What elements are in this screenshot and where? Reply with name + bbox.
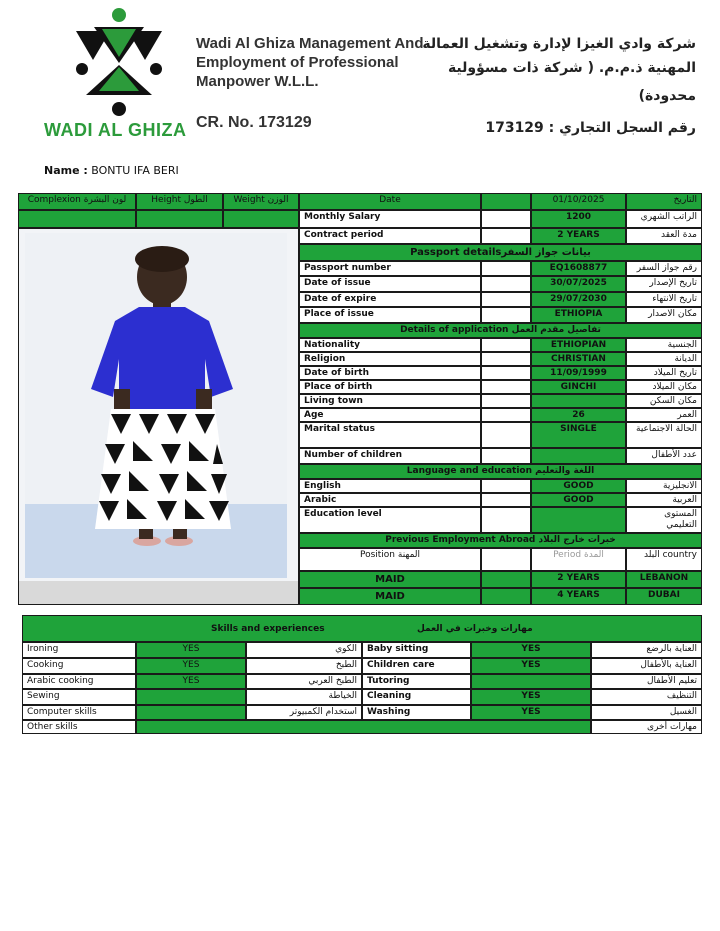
company-name-en-line2: Employment of Professional bbox=[196, 54, 399, 71]
skill-label-ar: الطبخ bbox=[246, 658, 362, 674]
application-row-value: CHRISTIAN bbox=[531, 352, 626, 366]
skill-label-en: Computer skills bbox=[22, 705, 136, 720]
passport-row-label-ar: تاريخ الإصدار bbox=[626, 276, 702, 292]
prev-position: MAID bbox=[299, 588, 481, 605]
passport-row-spacer bbox=[481, 276, 531, 292]
application-row-value: GINCHI bbox=[531, 380, 626, 394]
prev-header-period: Period المدة bbox=[531, 548, 626, 571]
application-row-label-ar: الديانة bbox=[626, 352, 702, 366]
passport-row-value: 30/07/2025 bbox=[531, 276, 626, 292]
language-row-label-en: Arabic bbox=[299, 493, 481, 507]
language-row-label-en: Education level bbox=[299, 507, 481, 533]
skill-label-en: Ironing bbox=[22, 642, 136, 658]
skill-value: YES bbox=[136, 642, 246, 658]
skill-label-ar: الطبخ العربي bbox=[246, 674, 362, 689]
application-section-title: Details of application تفاصيل مقدم العمل bbox=[299, 323, 702, 338]
skill-value: YES bbox=[471, 705, 591, 720]
height-value bbox=[136, 210, 223, 228]
passport-row-value: EQ1608877 bbox=[531, 261, 626, 276]
company-name-en-line3: Manpower W.L.L. bbox=[196, 73, 319, 90]
application-row-label-en: Age bbox=[299, 408, 481, 422]
passport-row-spacer bbox=[481, 307, 531, 323]
application-row-value: SINGLE bbox=[531, 422, 626, 448]
application-row-value: ETHIOPIAN bbox=[531, 338, 626, 352]
prev-position: MAID bbox=[299, 571, 481, 588]
prev-header-spacer bbox=[481, 548, 531, 571]
application-row-label-en: Place of birth bbox=[299, 380, 481, 394]
skill-label-ar: العناية بالأطفال bbox=[591, 658, 702, 674]
letterhead bbox=[0, 0, 720, 160]
cr-number-en: CR. No. 173129 bbox=[196, 114, 312, 131]
other-skills-label-ar: مهارات أخرى bbox=[591, 720, 702, 734]
passport-row-label-en: Place of issue bbox=[299, 307, 481, 323]
application-row-spacer bbox=[481, 394, 531, 408]
previous-employment-title: Previous Employment Abroad خبرات خارج البلاد bbox=[299, 533, 702, 548]
passport-row-label-ar: مكان الاصدار bbox=[626, 307, 702, 323]
application-row-spacer bbox=[481, 408, 531, 422]
application-row-label-ar: الجنسية bbox=[626, 338, 702, 352]
application-row-label-en: Nationality bbox=[299, 338, 481, 352]
contract-row-label-en: Contract period bbox=[299, 228, 481, 244]
weight-header: Weight الوزن bbox=[223, 193, 299, 210]
name-value: BONTU IFA BERI bbox=[91, 164, 179, 177]
application-row-spacer bbox=[481, 366, 531, 380]
application-row-label-en: Living town bbox=[299, 394, 481, 408]
language-section-title: Language and education اللغة والتعليم bbox=[299, 464, 702, 479]
language-row-label-ar: العربية bbox=[626, 493, 702, 507]
skill-label-ar: تعليم الأطفال bbox=[591, 674, 702, 689]
prev-spacer bbox=[481, 588, 531, 605]
application-row-label-en: Marital status bbox=[299, 422, 481, 448]
skill-value: YES bbox=[471, 689, 591, 705]
language-row-label-ar: المستوى التعليمي bbox=[626, 507, 702, 533]
company-name-ar-line3: محدودة) bbox=[638, 88, 696, 104]
prev-country: DUBAI bbox=[626, 588, 702, 605]
language-row-value: GOOD bbox=[531, 493, 626, 507]
candidate-photo bbox=[19, 229, 298, 604]
passport-row-label-ar: رقم جواز السفر bbox=[626, 261, 702, 276]
application-row-value bbox=[531, 448, 626, 464]
passport-row-value: ETHIOPIA bbox=[531, 307, 626, 323]
skill-label-en: Tutoring bbox=[362, 674, 471, 689]
passport-row-label-ar: تاريخ الانتهاء bbox=[626, 292, 702, 307]
application-row-label-en: Religion bbox=[299, 352, 481, 366]
skill-label-ar: الخياطة bbox=[246, 689, 362, 705]
prev-spacer bbox=[481, 571, 531, 588]
date-value: 01/10/2025 bbox=[531, 193, 626, 210]
application-row-spacer bbox=[481, 352, 531, 366]
height-header: Height الطول bbox=[136, 193, 223, 210]
application-row-spacer bbox=[481, 338, 531, 352]
application-row-label-en: Date of birth bbox=[299, 366, 481, 380]
contract-row-label-en: Monthly Salary bbox=[299, 210, 481, 228]
skill-value: YES bbox=[471, 642, 591, 658]
skill-label-ar: العناية بالرضع bbox=[591, 642, 702, 658]
passport-row-spacer bbox=[481, 292, 531, 307]
date-spacer bbox=[481, 193, 531, 210]
application-row-label-ar: العمر bbox=[626, 408, 702, 422]
prev-country: LEBANON bbox=[626, 571, 702, 588]
passport-row-value: 29/07/2030 bbox=[531, 292, 626, 307]
application-row-label-en: Number of children bbox=[299, 448, 481, 464]
passport-row-label-en: Date of expire bbox=[299, 292, 481, 307]
contract-row-label-ar: مدة العقد bbox=[626, 228, 702, 244]
application-row-value bbox=[531, 394, 626, 408]
skill-value: YES bbox=[471, 658, 591, 674]
skills-title-ar: مهارات وخبرات في العمل bbox=[417, 624, 533, 634]
date-label-ar: التاريخ bbox=[626, 193, 702, 210]
skill-label-ar: الغسيل bbox=[591, 705, 702, 720]
application-row-spacer bbox=[481, 380, 531, 394]
weight-value bbox=[223, 210, 299, 228]
company-name-en-line1: Wadi Al Ghiza Management And bbox=[196, 35, 424, 52]
prev-period: 4 YEARS bbox=[531, 588, 626, 605]
candidate-name bbox=[44, 164, 179, 177]
date-label-en: Date bbox=[299, 193, 481, 210]
skill-label-en: Arabic cooking bbox=[22, 674, 136, 689]
application-row-value: 11/09/1999 bbox=[531, 366, 626, 380]
skill-label-en: Cooking bbox=[22, 658, 136, 674]
skill-label-en: Cleaning bbox=[362, 689, 471, 705]
photo-frame bbox=[18, 228, 299, 605]
other-skills-value bbox=[136, 720, 591, 734]
company-name-ar-line1: شركة وادي الغيزا لإدارة وتشغيل العمالة bbox=[422, 36, 696, 52]
language-row-value: GOOD bbox=[531, 479, 626, 493]
contract-row-spacer bbox=[481, 228, 531, 244]
application-row-label-ar: مكان الميلاد bbox=[626, 380, 702, 394]
complexion-header: Complexion لون البشرة bbox=[18, 193, 136, 210]
passport-section-title: Passport detailsبيانات جواز السفر bbox=[299, 244, 702, 261]
skills-title-bar bbox=[22, 615, 702, 642]
language-row-value bbox=[531, 507, 626, 533]
skill-label-en: Sewing bbox=[22, 689, 136, 705]
skill-value bbox=[136, 689, 246, 705]
contract-row-label-ar: الراتب الشهري bbox=[626, 210, 702, 228]
application-row-label-ar: الحالة الاجتماعية bbox=[626, 422, 702, 448]
company-name-ar-line2: المهنية ذ.م.م. ( شركة ذات مسؤولية bbox=[447, 60, 696, 76]
passport-row-label-en: Date of issue bbox=[299, 276, 481, 292]
language-row-spacer bbox=[481, 479, 531, 493]
prev-header-position: Position المهنة bbox=[299, 548, 481, 571]
language-row-label-ar: الانجليزية bbox=[626, 479, 702, 493]
cr-number-ar: رقم السجل التجاري : 173129 bbox=[485, 120, 696, 136]
skill-label-ar: الكوي bbox=[246, 642, 362, 658]
logo-wordmark: WADI AL GHIZA bbox=[44, 120, 187, 140]
skill-value bbox=[136, 705, 246, 720]
contract-row-value: 1200 bbox=[531, 210, 626, 228]
language-row-spacer bbox=[481, 493, 531, 507]
other-skills-label: Other skills bbox=[22, 720, 136, 734]
application-row-spacer bbox=[481, 422, 531, 448]
skill-label-en: Children care bbox=[362, 658, 471, 674]
contract-row-spacer bbox=[481, 210, 531, 228]
passport-row-label-en: Passport number bbox=[299, 261, 481, 276]
skill-label-en: Baby sitting bbox=[362, 642, 471, 658]
application-row-label-ar: مكان السكن bbox=[626, 394, 702, 408]
prev-period: 2 YEARS bbox=[531, 571, 626, 588]
skill-label-ar: استخدام الكمبيوتر bbox=[246, 705, 362, 720]
application-row-value: 26 bbox=[531, 408, 626, 422]
skills-title-en: Skills and experiences bbox=[211, 624, 325, 634]
complexion-value bbox=[18, 210, 136, 228]
skill-label-ar: التنظيف bbox=[591, 689, 702, 705]
prev-header-country: البلد country bbox=[626, 548, 702, 571]
application-row-spacer bbox=[481, 448, 531, 464]
contract-row-value: 2 YEARS bbox=[531, 228, 626, 244]
skill-label-en: Washing bbox=[362, 705, 471, 720]
language-row-label-en: English bbox=[299, 479, 481, 493]
name-label: Name : bbox=[44, 164, 88, 177]
application-row-label-ar: عدد الأطفال bbox=[626, 448, 702, 464]
skill-value bbox=[471, 674, 591, 689]
skill-value: YES bbox=[136, 658, 246, 674]
skill-value: YES bbox=[136, 674, 246, 689]
passport-row-spacer bbox=[481, 261, 531, 276]
company-logo bbox=[66, 5, 172, 123]
application-row-label-ar: تاريخ الميلاد bbox=[626, 366, 702, 380]
language-row-spacer bbox=[481, 507, 531, 533]
